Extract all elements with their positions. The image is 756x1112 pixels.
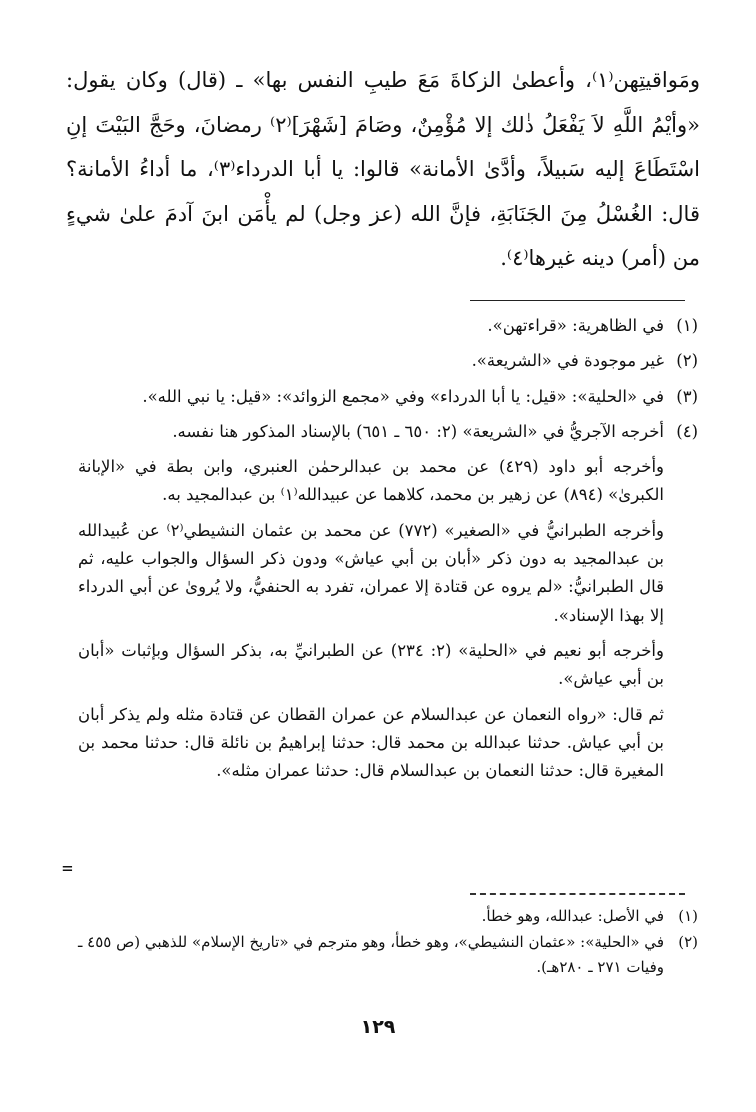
footnote-paragraph: وأخرجه أبو داود (٤٢٩) عن محمد بن عبدالرحمٰن العنبري، وابن بطة في «الإبانة الكبرىٰ» (٨٩٤) عن زهير بن محمد، كلاهما عن عبيدالله⁽١⁾ بن عبدالمجيد به. [78,457,664,505]
sub-footnote-1 [78,904,698,929]
footnote-paragraph: وأخرجه أبو نعيم في «الحلية» (٢: ٢٣٤) عن الطبرانيِّ به، بذكر السؤال وبإثبات «أبان بن أبي عياش». [78,640,664,689]
sub-footnote-separator [470,893,685,895]
footnotes [78,312,698,792]
sub-footnote-text: في «الحلية»: «عثمان النشيطي»، وهو خطأ، وهو مترجم في «تاريخ الإسلام» للذهبي (ص ٤٥٥ ـ وفيات ٢٧١ ـ ٢٨٠هـ). [78,933,664,976]
sub-footnote-number: (٢) [678,933,698,951]
footnote-1 [78,312,698,347]
footnote-paragraph: وأخرجه الطبرانيُّ في «الصغير» (٧٧٢) عن محمد بن عثمان النشيطي⁽٢⁾ عن عُبيدالله بن عبدالمجيد به دون ذكر «أبان بن أبي عياش» ودون ذكر السؤال والجواب عليه، ثم قال الطبرانيُّ: «لم يروه عن قتادة إلا عمران، تفرد به الحنفيُّ، ولا يُروىٰ عن أبي الدرداء إلا بهذا الإسناد». [78,520,664,625]
footnote-number: (١) [676,316,698,335]
footnote-paragraph: أخرجه الآجريُّ في «الشريعة» (٢: ٦٥٠ ـ ٦٥١) بالإسناد المذكور هنا نفسه. [172,421,664,441]
sub-footnote-text: في الأصل: عبدالله، وهو خطأ. [481,907,664,925]
sub-footnotes [78,904,698,981]
footnote-text: في الظاهرية: «قراءتهن». [487,316,664,335]
footnote-number: (٢) [676,351,698,371]
continuation-mark: = [62,858,73,879]
footnote-2 [78,347,698,382]
footnote-paragraph: ثم قال: «رواه النعمان عن عبدالسلام عن عمران القطان عن قتادة مثله ولم يذكر أبان بن أبي عياش. حدثنا عبدالله بن محمد قال: حدثنا إبراهيمُ بن نائلة قال: حدثنا محمد بن المغيرة قال: حدثنا النعمان بن عبدالسلام قال: حدثنا عمران مثله». [78,704,664,781]
footnote-number: (٣) [676,386,698,406]
main-paragraph: ومَواقيتِهن⁽١⁾، وأعطىٰ الزكاةَ مَعَ طيبِ النفس بها» ـ (قال) وكان يقول: «وأيْمُ اللَّهِ لاَ يَفْعَلُ ذٰلك إلا مُؤْمِنٌ، وصَامَ [شَهْرَ]⁽٢⁾ رمضانَ، وحَجَّ البَيْتَ إنِ اسْتَطَاعَ إليه سَبيلاً، وأدَّىٰ الأمانة» قالوا: يا أبا الدرداء⁽٣⁾، ما أداءُ الأمانة؟ قال: الغُسْلُ مِنَ الجَنَابَةِ، فإنَّ الله (عز وجل) لم يأْمَن ابنَ آدمَ علىٰ شيءٍ من (أمر) دينه غيرها⁽٤⁾. [66,68,701,271]
page-number: ١٢٩ [360,1016,396,1038]
footnote-number: (٤) [676,421,698,441]
sub-footnote-2 [78,930,698,980]
sub-footnote-number: (١) [678,907,698,925]
main-text [66,58,700,281]
footnote-3 [78,383,698,418]
footnote-4 [78,418,698,793]
footnote-text: في «الحلية»: «قيل: يا أبا الدرداء» وفي «مجمع الزوائد»: «قيل: يا نبي الله». [142,386,664,406]
footnote-text: غير موجودة في «الشريعة». [471,351,664,371]
footnote-separator [470,300,685,301]
